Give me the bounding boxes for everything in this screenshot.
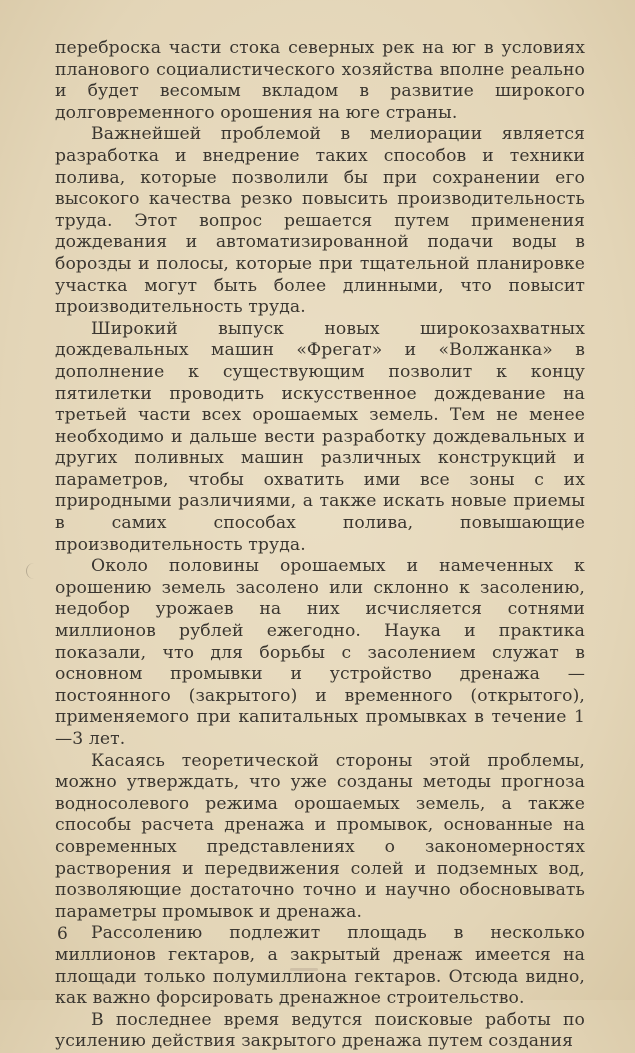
page-number: 6 [57, 924, 68, 944]
paper-smudge [290, 968, 318, 971]
paragraph-3: Широкий выпуск новых широкозахватных дождевальных машин «Фрегат» и «Волжанка» в дополнение к существующим позволит к концу пятилетки проводить искусственное дождевание на третьей части всех орошаемых земель. Тем не менее необходимо и дальше вести разработку дождевальных и других поливных машин различных конструкций и параметров, чтобы охватить ими все зоны с их природными различиями, а также искать новые приемы в самих способах полива, повышающие производительность труда. [55, 318, 585, 555]
margin-mark [26, 563, 37, 579]
paragraph-2: Важнейшей проблемой в мелиорации является разработка и внедрение таких способов и техники полива, которые позволили бы при сохранении его высокого качества резко повысить производительность труда. Этот вопрос решается путем применения дождевания и автоматизированной подачи воды в борозды и полосы, которые при тщательной планировке участка могут быть более длинными, что повысит производительность труда. [55, 124, 585, 318]
paragraph-7: В последнее время ведутся поисковые работы по усилению действия закрытого дренажа путем создания [55, 1009, 585, 1052]
paragraph-5: Касаясь теоретической стороны этой проблемы, можно утверждать, что уже созданы методы прогноза водносолевого режима орошаемых земель, а также способы расчета дренажа и промывок, основанные на современных представлениях о закономерностях растворения и передвижения солей и подземных вод, позволяющие достаточно точно и научно обосновывать параметры промывок и дренажа. [55, 750, 585, 922]
paragraph-4: Около половины орошаемых и намеченных к орошению земель засолено или склонно к засолению, недобор урожаев на них исчисляется сотнями миллионов рублей ежегодно. Наука и практика показали, что для борьбы с засолением служат в основном промывки и устройство дренажа — постоянного (закрытого) и временного (открытого), применяемого при капитальных промывках в течение 1—3 лет. [55, 556, 585, 749]
paragraph-1: переброска части стока северных рек на юг в условиях планового социалистического хозяйства вполне реально и будет весомым вкладом в развитие широкого долговременного орошения на юге страны. [55, 38, 585, 123]
paragraph-6: Рассолению подлежит площадь в несколько миллионов гектаров, а закрытый дренаж имеется на площади только полумиллиона гектаров. Отсюда видно, как важно форсировать дренажное строительство. [55, 923, 585, 1009]
page-text-block [55, 38, 585, 1053]
